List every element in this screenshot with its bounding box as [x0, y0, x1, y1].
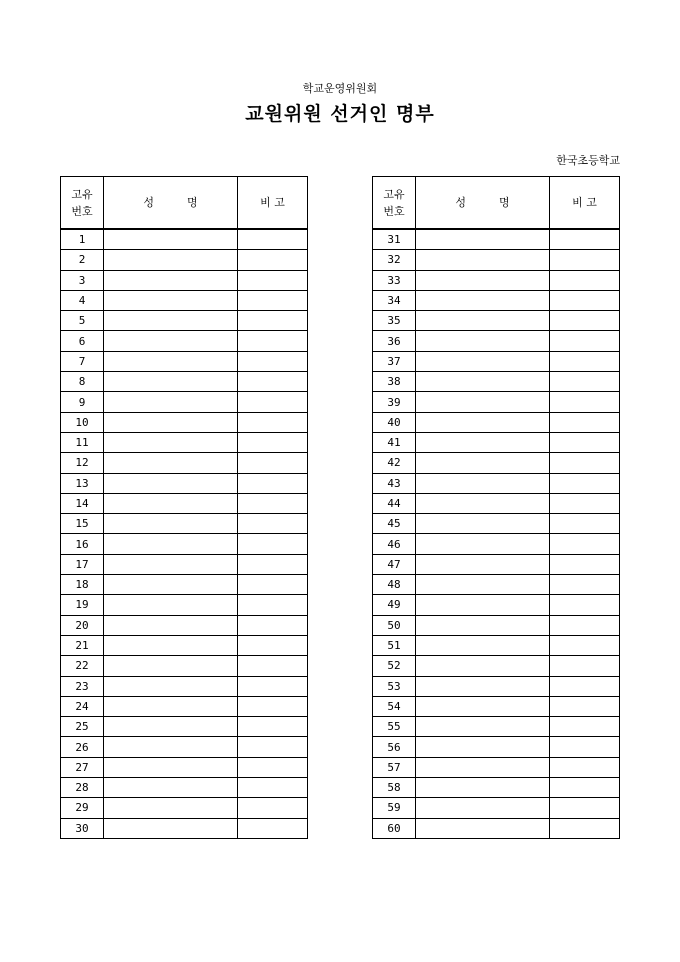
row-number: 54: [373, 696, 416, 716]
row-number: 17: [61, 554, 104, 574]
name-cell[interactable]: [104, 250, 238, 270]
name-cell[interactable]: [416, 372, 550, 392]
name-cell[interactable]: [416, 351, 550, 371]
row-number: 15: [61, 514, 104, 534]
note-cell[interactable]: [238, 737, 308, 757]
table-row: [373, 798, 620, 818]
table-row: [373, 514, 620, 534]
name-cell[interactable]: [104, 453, 238, 473]
name-cell[interactable]: [416, 595, 550, 615]
table-row: [61, 270, 308, 290]
note-cell[interactable]: [550, 392, 620, 412]
note-cell[interactable]: [238, 656, 308, 676]
row-number: 25: [61, 717, 104, 737]
table-row: [61, 717, 308, 737]
note-cell[interactable]: [238, 270, 308, 290]
row-number: 14: [61, 493, 104, 513]
note-cell[interactable]: [238, 717, 308, 737]
header-id-line2: 번호: [383, 204, 405, 218]
row-number: 38: [373, 372, 416, 392]
table-row: [373, 453, 620, 473]
row-number: 6: [61, 331, 104, 351]
note-cell[interactable]: [238, 778, 308, 798]
row-number: 26: [61, 737, 104, 757]
table-row: [61, 412, 308, 432]
name-cell[interactable]: [104, 554, 238, 574]
name-cell[interactable]: [104, 432, 238, 452]
note-cell[interactable]: [550, 778, 620, 798]
row-number: 52: [373, 656, 416, 676]
name-cell[interactable]: [104, 331, 238, 351]
header-name: 성 명: [416, 177, 550, 230]
name-cell[interactable]: [104, 676, 238, 696]
table-row: [61, 818, 308, 838]
note-cell[interactable]: [550, 229, 620, 250]
table-row: [61, 372, 308, 392]
name-cell[interactable]: [416, 331, 550, 351]
name-cell[interactable]: [104, 311, 238, 331]
row-number: 43: [373, 473, 416, 493]
name-cell[interactable]: [104, 270, 238, 290]
name-cell[interactable]: [104, 737, 238, 757]
name-cell[interactable]: [104, 514, 238, 534]
note-cell[interactable]: [238, 757, 308, 777]
note-cell[interactable]: [550, 331, 620, 351]
name-cell[interactable]: [104, 818, 238, 838]
name-cell[interactable]: [416, 453, 550, 473]
row-number: 10: [61, 412, 104, 432]
name-cell[interactable]: [104, 696, 238, 716]
name-cell[interactable]: [104, 534, 238, 554]
name-cell[interactable]: [104, 372, 238, 392]
name-cell[interactable]: [416, 737, 550, 757]
row-number: 32: [373, 250, 416, 270]
table-row: [373, 635, 620, 655]
note-cell[interactable]: [550, 372, 620, 392]
row-number: 5: [61, 311, 104, 331]
table-row: [373, 818, 620, 838]
table-row: [373, 311, 620, 331]
note-cell[interactable]: [550, 351, 620, 371]
page-title: 교원위원 선거인 명부: [245, 103, 435, 125]
row-number: 50: [373, 615, 416, 635]
row-number: 48: [373, 575, 416, 595]
name-cell[interactable]: [104, 229, 238, 250]
table-row: [61, 778, 308, 798]
name-cell[interactable]: [416, 717, 550, 737]
note-cell[interactable]: [550, 676, 620, 696]
row-number: 35: [373, 311, 416, 331]
table-row: [373, 351, 620, 371]
row-number: 42: [373, 453, 416, 473]
table-row: [61, 615, 308, 635]
note-cell[interactable]: [238, 514, 308, 534]
table-row: [373, 493, 620, 513]
note-cell[interactable]: [550, 453, 620, 473]
note-cell[interactable]: [238, 250, 308, 270]
name-cell[interactable]: [416, 493, 550, 513]
name-cell[interactable]: [104, 595, 238, 615]
table-row: [61, 554, 308, 574]
table-row: [373, 331, 620, 351]
header-name: 성 명: [104, 177, 238, 230]
row-number: 7: [61, 351, 104, 371]
table-row: [373, 412, 620, 432]
row-number: 3: [61, 270, 104, 290]
note-cell[interactable]: [550, 514, 620, 534]
note-cell[interactable]: [238, 818, 308, 838]
row-number: 19: [61, 595, 104, 615]
name-cell[interactable]: [104, 575, 238, 595]
note-cell[interactable]: [238, 290, 308, 310]
note-cell[interactable]: [238, 534, 308, 554]
table-row: [61, 757, 308, 777]
table-header-row: [61, 177, 308, 230]
row-number: 39: [373, 392, 416, 412]
note-cell[interactable]: [238, 351, 308, 371]
note-cell[interactable]: [238, 696, 308, 716]
note-cell[interactable]: [550, 534, 620, 554]
row-number: 27: [61, 757, 104, 777]
note-cell[interactable]: [238, 554, 308, 574]
name-cell[interactable]: [104, 392, 238, 412]
table-row: [373, 534, 620, 554]
name-cell[interactable]: [416, 270, 550, 290]
row-number: 13: [61, 473, 104, 493]
name-cell[interactable]: [104, 717, 238, 737]
roster-table-left: [60, 176, 308, 839]
table-row: [373, 554, 620, 574]
row-number: 29: [61, 798, 104, 818]
note-cell[interactable]: [550, 554, 620, 574]
name-cell[interactable]: [104, 493, 238, 513]
school-name: 한국초등학교: [556, 154, 620, 167]
row-number: 47: [373, 554, 416, 574]
row-number: 30: [61, 818, 104, 838]
table-row: [373, 250, 620, 270]
name-cell[interactable]: [416, 778, 550, 798]
name-cell[interactable]: [416, 635, 550, 655]
header-id-line1: 고유: [383, 187, 405, 201]
table-row: [61, 493, 308, 513]
note-cell[interactable]: [550, 270, 620, 290]
note-cell[interactable]: [238, 798, 308, 818]
name-cell[interactable]: [416, 534, 550, 554]
name-cell[interactable]: [104, 757, 238, 777]
row-number: 57: [373, 757, 416, 777]
name-cell[interactable]: [416, 412, 550, 432]
table-row: [61, 575, 308, 595]
row-number: 46: [373, 534, 416, 554]
table-row: [373, 757, 620, 777]
name-cell[interactable]: [104, 290, 238, 310]
row-number: 9: [61, 392, 104, 412]
row-number: 36: [373, 331, 416, 351]
note-cell[interactable]: [238, 432, 308, 452]
note-cell[interactable]: [550, 615, 620, 635]
table-row: [61, 595, 308, 615]
name-cell[interactable]: [416, 554, 550, 574]
name-cell[interactable]: [416, 392, 550, 412]
table-row: [373, 473, 620, 493]
row-number: 31: [373, 229, 416, 250]
row-number: 1: [61, 229, 104, 250]
note-cell[interactable]: [550, 473, 620, 493]
note-cell[interactable]: [238, 615, 308, 635]
name-cell[interactable]: [104, 473, 238, 493]
table-row: [61, 534, 308, 554]
note-cell[interactable]: [550, 290, 620, 310]
name-cell[interactable]: [104, 798, 238, 818]
table-row: [61, 432, 308, 452]
table-row: [373, 676, 620, 696]
note-cell[interactable]: [550, 250, 620, 270]
row-number: 2: [61, 250, 104, 270]
note-cell[interactable]: [550, 575, 620, 595]
note-cell[interactable]: [550, 493, 620, 513]
name-cell[interactable]: [416, 615, 550, 635]
row-number: 18: [61, 575, 104, 595]
table-row: [373, 737, 620, 757]
name-cell[interactable]: [104, 656, 238, 676]
table-row: [61, 290, 308, 310]
row-number: 37: [373, 351, 416, 371]
table-row: [61, 696, 308, 716]
note-cell[interactable]: [550, 635, 620, 655]
table-row: [373, 575, 620, 595]
note-cell[interactable]: [550, 737, 620, 757]
name-cell[interactable]: [416, 818, 550, 838]
note-cell[interactable]: [550, 311, 620, 331]
note-cell[interactable]: [550, 696, 620, 716]
table-row: [61, 453, 308, 473]
row-number: 55: [373, 717, 416, 737]
name-cell[interactable]: [416, 250, 550, 270]
note-cell[interactable]: [550, 717, 620, 737]
table-row: [373, 270, 620, 290]
name-cell[interactable]: [416, 473, 550, 493]
table-row: [373, 595, 620, 615]
row-number: 22: [61, 656, 104, 676]
note-cell[interactable]: [550, 798, 620, 818]
name-cell[interactable]: [416, 575, 550, 595]
row-number: 24: [61, 696, 104, 716]
table-row: [61, 392, 308, 412]
table-row: [61, 351, 308, 371]
name-cell[interactable]: [416, 514, 550, 534]
name-cell[interactable]: [416, 656, 550, 676]
table-row: [61, 229, 308, 250]
table-row: [373, 290, 620, 310]
name-cell[interactable]: [416, 676, 550, 696]
note-cell[interactable]: [550, 656, 620, 676]
header-id-number: [61, 177, 104, 230]
note-cell[interactable]: [238, 676, 308, 696]
header-note: 비 고: [238, 177, 308, 230]
table-row: [373, 229, 620, 250]
note-cell[interactable]: [238, 229, 308, 250]
table-row: [373, 372, 620, 392]
header-id-number: [373, 177, 416, 230]
note-cell[interactable]: [550, 818, 620, 838]
header-note: 비 고: [550, 177, 620, 230]
note-cell[interactable]: [238, 575, 308, 595]
name-cell[interactable]: [104, 615, 238, 635]
row-number: 11: [61, 432, 104, 452]
table-row: [373, 432, 620, 452]
row-number: 53: [373, 676, 416, 696]
table-row: [373, 696, 620, 716]
row-number: 41: [373, 432, 416, 452]
row-number: 59: [373, 798, 416, 818]
row-number: 40: [373, 412, 416, 432]
row-number: 44: [373, 493, 416, 513]
table-row: [61, 311, 308, 331]
row-number: 60: [373, 818, 416, 838]
note-cell[interactable]: [238, 635, 308, 655]
table-row: [61, 514, 308, 534]
note-cell[interactable]: [238, 372, 308, 392]
row-number: 56: [373, 737, 416, 757]
note-cell[interactable]: [238, 493, 308, 513]
name-cell[interactable]: [416, 290, 550, 310]
note-cell[interactable]: [238, 331, 308, 351]
name-cell[interactable]: [416, 757, 550, 777]
row-number: 12: [61, 453, 104, 473]
table-row: [373, 615, 620, 635]
table-row: [61, 656, 308, 676]
roster-body-right: [373, 229, 620, 838]
name-cell[interactable]: [104, 351, 238, 371]
table-row: [373, 656, 620, 676]
table-row: [61, 798, 308, 818]
table-row: [61, 250, 308, 270]
note-cell[interactable]: [238, 392, 308, 412]
row-number: 34: [373, 290, 416, 310]
row-number: 8: [61, 372, 104, 392]
name-cell[interactable]: [416, 798, 550, 818]
name-cell[interactable]: [104, 778, 238, 798]
roster-table-right: [372, 176, 620, 839]
note-cell[interactable]: [238, 595, 308, 615]
note-cell[interactable]: [550, 757, 620, 777]
table-row: [61, 676, 308, 696]
table-row: [61, 473, 308, 493]
table-row: [373, 717, 620, 737]
table-row: [61, 635, 308, 655]
header-id-line2: 번호: [71, 204, 93, 218]
header-id-line1: 고유: [71, 187, 93, 201]
roster-body-left: [61, 229, 308, 838]
committee-subtitle: 학교운영위원회: [302, 82, 378, 95]
note-cell[interactable]: [238, 473, 308, 493]
note-cell[interactable]: [238, 311, 308, 331]
name-cell[interactable]: [416, 311, 550, 331]
row-number: 16: [61, 534, 104, 554]
note-cell[interactable]: [550, 412, 620, 432]
name-cell[interactable]: [416, 696, 550, 716]
table-row: [61, 331, 308, 351]
table-header-row: [373, 177, 620, 230]
row-number: 33: [373, 270, 416, 290]
table-row: [61, 737, 308, 757]
note-cell[interactable]: [550, 432, 620, 452]
row-number: 23: [61, 676, 104, 696]
name-cell[interactable]: [104, 412, 238, 432]
row-number: 28: [61, 778, 104, 798]
name-cell[interactable]: [104, 635, 238, 655]
note-cell[interactable]: [238, 453, 308, 473]
row-number: 20: [61, 615, 104, 635]
row-number: 51: [373, 635, 416, 655]
row-number: 45: [373, 514, 416, 534]
name-cell[interactable]: [416, 432, 550, 452]
row-number: 58: [373, 778, 416, 798]
table-row: [373, 778, 620, 798]
row-number: 4: [61, 290, 104, 310]
row-number: 49: [373, 595, 416, 615]
table-row: [373, 392, 620, 412]
note-cell[interactable]: [550, 595, 620, 615]
note-cell[interactable]: [238, 412, 308, 432]
name-cell[interactable]: [416, 229, 550, 250]
row-number: 21: [61, 635, 104, 655]
